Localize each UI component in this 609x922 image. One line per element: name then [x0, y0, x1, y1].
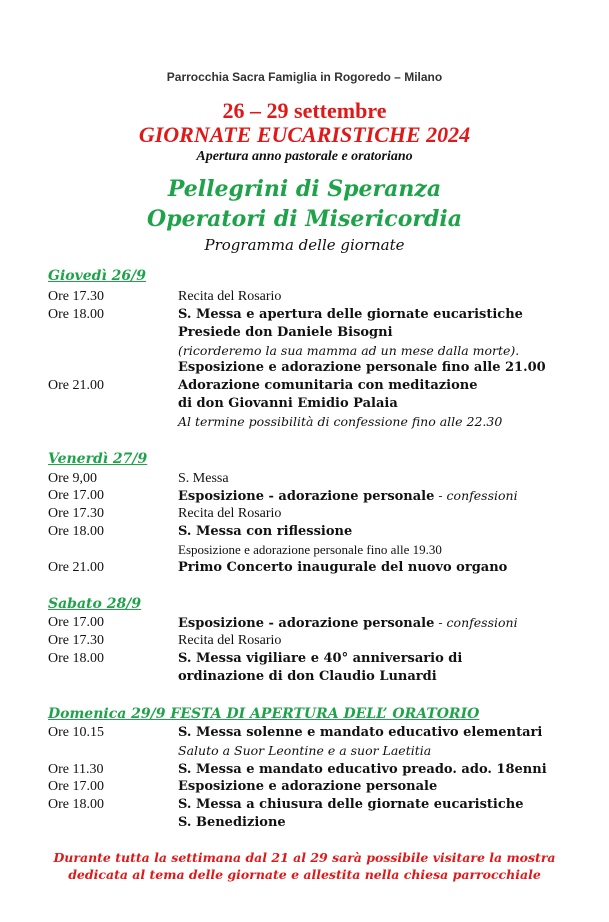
row-time: Ore 17.00	[48, 779, 104, 794]
row-desc: Esposizione e adorazione personale fino alle 19.30	[178, 542, 442, 557]
event-title: GIORNATE EUCARISTICHE 2024	[138, 122, 471, 147]
row-time: Ore 10.15	[48, 725, 104, 740]
day-heading-thursday: Giovedì 26/9	[48, 268, 146, 284]
row-desc: Esposizione e adorazione personale fino alle 21.00	[178, 360, 546, 375]
row-time: Ore 21.00	[48, 378, 104, 393]
row-desc: Presiede don Daniele Bisogni	[178, 325, 393, 340]
program-heading: Programma delle giornate	[204, 236, 405, 254]
row-desc: S. Messa solenne e mandato educativo elementari	[178, 725, 543, 740]
row-time: Ore 17.30	[48, 633, 104, 648]
row-desc: Saluto a Suor Leontine e a suor Laetitia	[178, 743, 432, 758]
row-desc: S. Messa vigiliare e 40° anniversario di	[178, 651, 463, 666]
event-subtitle: Apertura anno pastorale e oratoriano	[196, 149, 413, 164]
row-desc: di don Giovanni Emidio Palaia	[178, 396, 398, 411]
row-desc: S. Benedizione	[178, 815, 286, 830]
row-time: Ore 17.30	[48, 506, 104, 521]
row-desc: S. Messa con riflessione	[178, 524, 353, 539]
row-desc: Primo Concerto inaugurale del nuovo organo	[178, 560, 508, 575]
footer-note-line-2: dedicata al tema delle giornate e allestita nella chiesa parrocchiale	[68, 867, 541, 882]
day-heading-sunday: Domenica 29/9 FESTA DI APERTURA DELL’ ORATORIO	[48, 706, 480, 722]
row-desc-note: - confessioni	[434, 615, 518, 630]
row-desc: ordinazione di don Claudio Lunardi	[178, 669, 437, 684]
row-desc: S. Messa e apertura delle giornate eucaristiche	[178, 307, 523, 322]
row-time: Ore 17.00	[48, 488, 104, 503]
event-dates: 26 – 29 settembre	[222, 98, 387, 123]
row-time: Ore 18.00	[48, 307, 104, 322]
row-desc: Esposizione e adorazione personale	[178, 779, 438, 794]
row-time: Ore 18.00	[48, 651, 104, 666]
row-desc: Al termine possibilità di confessione fino alle 22.30	[178, 414, 503, 429]
row-desc	[178, 615, 518, 632]
parish-name: Parrocchia Sacra Famiglia in Rogoredo – Milano	[166, 70, 443, 84]
row-desc-main: Esposizione - adorazione personale	[178, 489, 435, 504]
row-time: Ore 17.00	[48, 615, 104, 630]
theme-line-1: Pellegrini di Speranza	[167, 176, 442, 202]
row-time: Ore 9,00	[48, 471, 97, 486]
row-time: Ore 17.30	[48, 289, 104, 304]
row-time: Ore 18.00	[48, 524, 104, 539]
row-desc: Recita del Rosario	[178, 633, 282, 648]
row-desc: Recita del Rosario	[178, 289, 282, 304]
row-desc-note: - confessioni	[434, 488, 518, 503]
row-desc: Recita del Rosario	[178, 506, 282, 521]
row-desc: S. Messa	[178, 471, 229, 486]
row-desc	[178, 488, 518, 505]
row-desc-main: Esposizione - adorazione personale	[178, 616, 435, 631]
row-time: Ore 21.00	[48, 560, 104, 575]
theme-line-2: Operatori di Misericordia	[147, 206, 462, 232]
row-time: Ore 11.30	[48, 762, 104, 777]
row-desc: S. Messa a chiusura delle giornate eucaristiche	[178, 797, 524, 812]
row-desc: Adorazione comunitaria con meditazione	[178, 378, 478, 393]
day-heading-friday: Venerdì 27/9	[48, 451, 148, 467]
row-desc: S. Messa e mandato educativo preado. ado. 18enni	[178, 762, 547, 777]
footer-note-line-1: Durante tutta la settimana dal 21 al 29 sarà possibile visitare la mostra	[53, 850, 556, 865]
row-desc: (ricorderemo la sua mamma ad un mese dalla morte).	[178, 343, 520, 358]
row-time: Ore 18.00	[48, 797, 104, 812]
day-heading-saturday: Sabato 28/9	[48, 596, 142, 612]
